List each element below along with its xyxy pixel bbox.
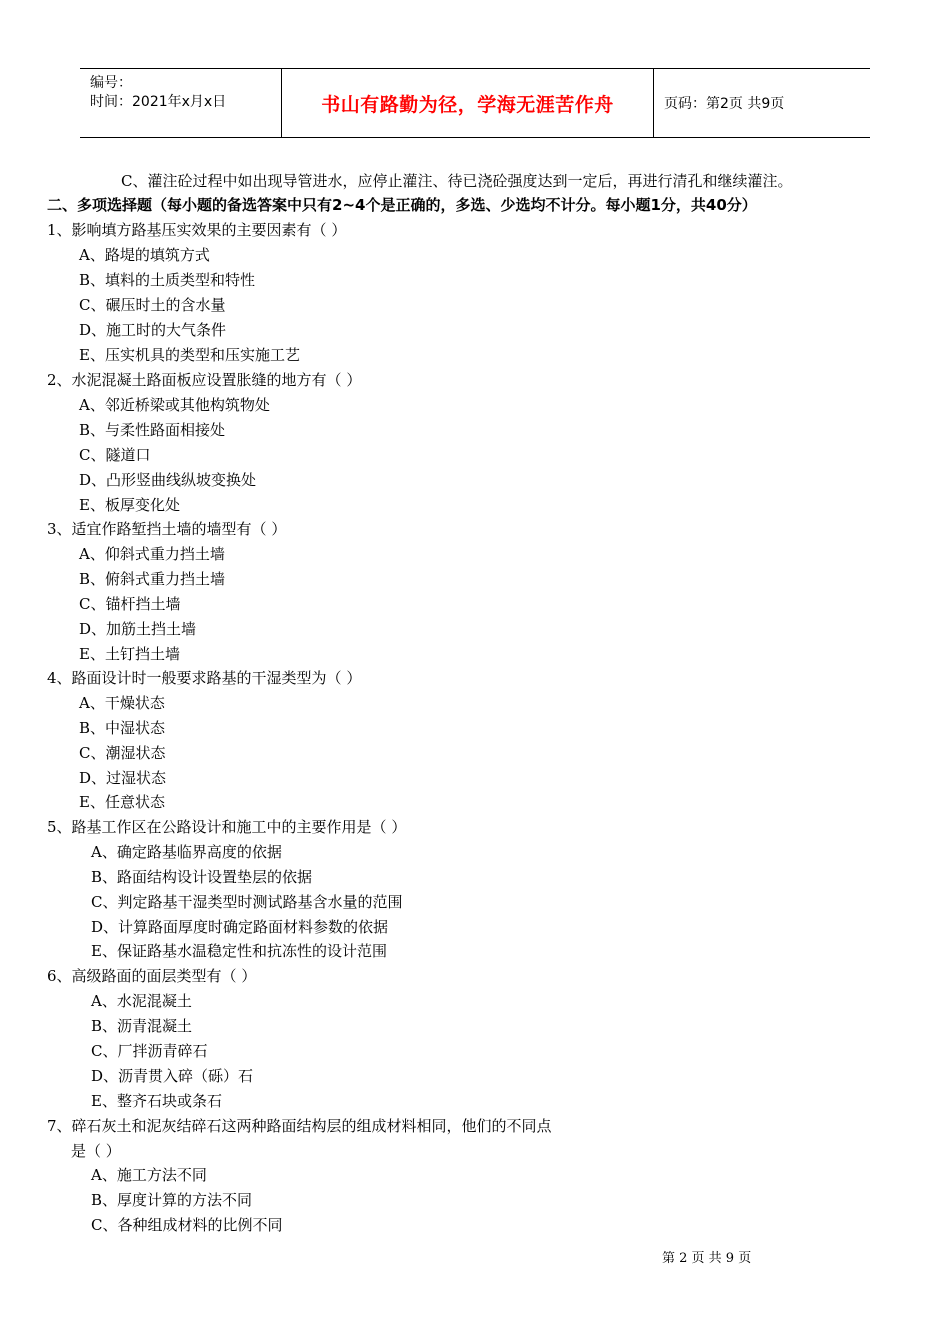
header-page-cell — [654, 69, 870, 137]
q7-option-b: B、厚度计算的方法不同 — [91, 1191, 253, 1209]
question-1: 1、影响填方路基压实效果的主要因素有（ ） — [47, 221, 347, 239]
q6-option-c: C、厂拌沥青碎石 — [91, 1042, 208, 1060]
document-header — [80, 68, 870, 138]
q4-option-d: D、过湿状态 — [79, 769, 167, 787]
q3-option-c: C、锚杆挡土墙 — [79, 595, 181, 613]
time-label: 时间：2021年x月x日 — [90, 94, 227, 110]
q6-option-d: D、沥青贯入碎（砾）石 — [91, 1067, 254, 1085]
q2-option-c: C、隧道口 — [79, 446, 151, 464]
q7-option-a: A、施工方法不同 — [91, 1166, 207, 1184]
prev-answer-c: C、灌注砼过程中如出现导管进水，应停止灌注、待已浇砼强度达到一定后，再进行清孔和继续灌注。 — [121, 172, 793, 190]
q4-option-c: C、潮湿状态 — [79, 744, 166, 762]
q1-option-d: D、施工时的大气条件 — [79, 321, 227, 339]
section-heading: 二、多项选择题（每小题的备选答案中只有2~4个是正确的，多选、少选均不计分。每小题1分，共40分） — [47, 196, 757, 214]
q6-option-e: E、整齐石块或条石 — [91, 1092, 222, 1110]
q6-option-a: A、水泥混凝土 — [91, 992, 192, 1010]
q2-option-a: A、邻近桥梁或其他构筑物处 — [79, 396, 270, 414]
header-left-cell — [80, 69, 282, 137]
q5-option-a: A、确定路基临界高度的依据 — [91, 843, 282, 861]
question-7-cont: 是（ ） — [71, 1142, 121, 1160]
q6-option-b: B、沥青混凝土 — [91, 1017, 193, 1035]
number-label: 编号： — [90, 75, 132, 91]
q2-option-b: B、与柔性路面相接处 — [79, 421, 226, 439]
q1-option-e: E、压实机具的类型和压实施工艺 — [79, 346, 300, 364]
question-3: 3、适宜作路堑挡土墙的墙型有（ ） — [47, 520, 287, 538]
q3-option-d: D、加筋土挡土墙 — [79, 620, 197, 638]
header-motto-cell — [282, 69, 654, 137]
motto: 书山有路勤为径，学海无涯苦作舟 — [321, 93, 614, 116]
q3-option-a: A、仰斜式重力挡土墙 — [79, 545, 225, 563]
question-2: 2、水泥混凝土路面板应设置胀缝的地方有（ ） — [47, 371, 362, 389]
q3-option-b: B、俯斜式重力挡土墙 — [79, 570, 226, 588]
q5-option-c: C、判定路基干湿类型时测试路基含水量的范围 — [91, 893, 403, 911]
q7-option-c: C、各种组成材料的比例不同 — [91, 1216, 283, 1234]
q1-option-b: B、填料的土质类型和特性 — [79, 271, 256, 289]
q1-option-a: A、路堤的填筑方式 — [79, 246, 210, 264]
q2-option-d: D、凸形竖曲线纵坡变换处 — [79, 471, 257, 489]
q2-option-e: E、板厚变化处 — [79, 496, 180, 514]
q4-option-a: A、干燥状态 — [79, 694, 165, 712]
q5-option-d: D、计算路面厚度时确定路面材料参数的依据 — [91, 918, 389, 936]
question-4: 4、路面设计时一般要求路基的干湿类型为（ ） — [47, 669, 362, 687]
q4-option-b: B、中湿状态 — [79, 719, 166, 737]
q5-option-e: E、保证路基水温稳定性和抗冻性的设计范围 — [91, 942, 387, 960]
question-5: 5、路基工作区在公路设计和施工中的主要作用是（ ） — [47, 818, 407, 836]
q4-option-e: E、任意状态 — [79, 793, 165, 811]
q3-option-e: E、土钉挡土墙 — [79, 645, 180, 663]
q1-option-c: C、碾压时土的含水量 — [79, 296, 226, 314]
question-7: 7、碎石灰土和泥灰结碎石这两种路面结构层的组成材料相同，他们的不同点 — [47, 1117, 552, 1135]
page-code: 页码：第2页 共9页 — [664, 96, 785, 112]
question-6: 6、高级路面的面层类型有（ ） — [47, 967, 257, 985]
q5-option-b: B、路面结构设计设置垫层的依据 — [91, 868, 313, 886]
page-footer: 第 2 页 共 9 页 — [662, 1251, 752, 1266]
